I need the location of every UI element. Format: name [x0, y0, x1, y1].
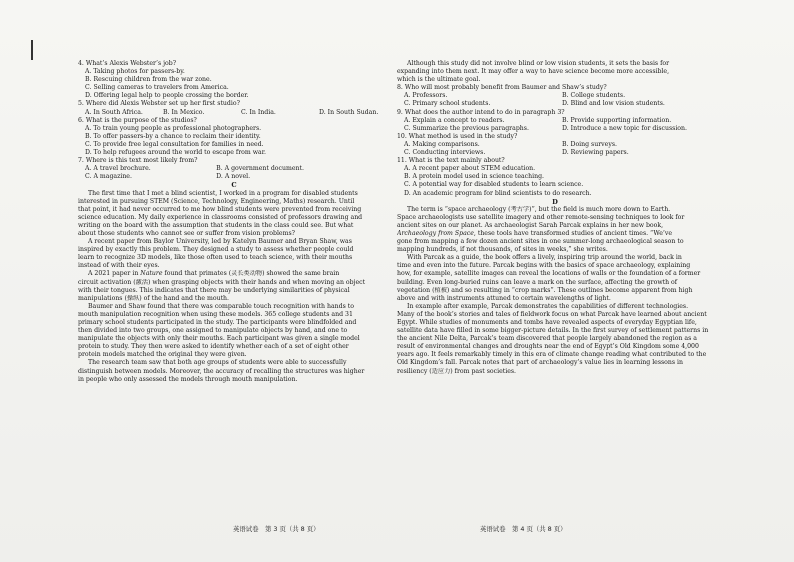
- options-9-ab: [397, 117, 713, 125]
- option-7b: B. A government document.: [216, 165, 304, 173]
- question-7: 7. Where is this text most likely from?: [78, 157, 198, 165]
- passage-line: gone from mapping a few dozen ancient sites in one summer-long archaeological season to: [397, 238, 684, 246]
- options-8-cd: [397, 100, 713, 108]
- passage-line: building. Even long-buried ruins can leave a mark on the surface, affecting the growth of: [397, 278, 678, 286]
- passage-line: [397, 230, 713, 238]
- text-run: found that primates (灵长类动物) showed the same brain: [162, 270, 340, 278]
- left-page-column: [78, 60, 390, 384]
- option-5c: C. In India.: [241, 108, 276, 116]
- passage-line: The first time that I met a blind scientist, I worked in a program for disabled students: [88, 189, 358, 197]
- passage-line: result of environmental changes and droughts near the end of Egypt’s Old Kingdom some 4,000: [397, 343, 699, 351]
- option-8c: C. Primary school students.: [404, 100, 491, 108]
- option-4a: A. Taking photos for passers-by.: [85, 68, 185, 76]
- option-10d: D. Reviewing papers.: [562, 149, 629, 157]
- passage-line: The research team saw that both age groups of students were able to successfully: [88, 359, 347, 367]
- passage-line: distinguish between models. Moreover, the accuracy of recalling the structures was higher: [78, 367, 365, 375]
- option-10a: A. Making comparisons.: [404, 140, 480, 148]
- options-10-cd: [397, 149, 713, 157]
- passage-line: satellite data have filled in some bigger-picture details. In the first survey of settlement patterns in: [397, 327, 709, 335]
- option-11c: C. A potential way for disabled students to learn science.: [404, 181, 584, 189]
- page-footer-left: 英语试卷 第 3 页（共 8 页）: [233, 525, 320, 533]
- question-5: 5. Where did Alexis Webster set up her first studio?: [78, 100, 240, 108]
- option-9c: C. Summarize the previous paragraphs.: [404, 124, 529, 132]
- passage-d-paragraph-1: [397, 206, 713, 255]
- option-9b: B. Provide supporting information.: [562, 116, 672, 124]
- passage-line: [78, 270, 390, 278]
- passage-line: which is the ultimate goal.: [397, 76, 481, 84]
- passage-d-paragraph-2: [397, 254, 713, 303]
- binding-mark: [31, 40, 33, 60]
- passage-line: expanding into them next. It may offer a way to have science become more accessible,: [397, 68, 670, 76]
- journal-name: Nature: [140, 270, 163, 278]
- passage-line: The term is “space archaeology (考古学)”, but the field is much more down to Earth.: [407, 205, 671, 213]
- passage-line: above and with instruments attuned to certain wavelengths of light.: [397, 294, 611, 302]
- option-5d: D. In South Sudan.: [319, 108, 379, 116]
- question-9: 9. What does the author intend to do in paragraph 3?: [397, 108, 565, 116]
- passage-line: writing on the board with the assumption that students in the class could see. But what: [78, 221, 354, 229]
- passage-line: Space archaeologists use satellite imagery and other remote-sensing techniques to look for: [397, 213, 685, 221]
- option-4b: B. Rescuing children from the war zone.: [85, 76, 212, 84]
- option-8a: A. Professors.: [404, 92, 448, 100]
- passage-c-paragraph-2: [78, 238, 390, 270]
- passage-line: manipulations (操纵) of the hand and the mouth.: [78, 294, 230, 302]
- passage-line: protein to study. They then were asked to identify whether each of a set of eight other: [78, 343, 349, 351]
- option-7a: A. A travel brochure.: [85, 165, 151, 173]
- passage-line: resiliency (适应力) from past societies.: [397, 367, 517, 375]
- options-8-ab: [397, 92, 713, 100]
- passage-line: that point, it had never occurred to me how blind students were prevented from receiving: [78, 205, 362, 213]
- passage-line: With Parcak as a guide, the book offers a lively, inspiring trip around the world, back in: [407, 254, 682, 262]
- option-6a: A. To train young people as professional photographers.: [85, 124, 262, 132]
- question-8: 8. Who will most probably benefit from Baumer and Shaw’s study?: [397, 84, 607, 92]
- question-6: 6. What is the purpose of the studios?: [78, 116, 197, 124]
- section-heading-d: D: [552, 197, 558, 206]
- passage-line: time and even into the future. Parcak begins with the basics of space archaeology, explaining: [397, 262, 691, 270]
- option-9d: D. Introduce a new topic for discussion.: [562, 124, 687, 132]
- passage-c-paragraph-6: [397, 60, 713, 84]
- option-4d: D. Offering legal help to people crossing the border.: [85, 92, 249, 100]
- passage-line: Although this study did not involve blind or low vision students, it sets the basis for: [407, 60, 670, 67]
- passage-line: Baumer and Shaw found that there was comparable touch recognition with hands to: [88, 302, 354, 310]
- passage-line: mouth manipulation recognition when using these models. 365 college students and 31: [78, 310, 353, 318]
- passage-c-paragraph-5: [78, 359, 390, 383]
- passage-line: interested in pursuing STEM (Science, Technology, Engineering, Maths) research. Until: [78, 197, 355, 205]
- passage-c-paragraph-4: [78, 303, 390, 360]
- passage-line: A recent paper from Baylor University, led by Katelyn Baumer and Bryan Shaw, was: [88, 238, 352, 246]
- passage-c-paragraph-1: [78, 190, 390, 239]
- question-4: 4. What’s Alexis Webster’s job?: [78, 60, 177, 67]
- option-10b: B. Doing surveys.: [562, 140, 617, 148]
- option-11d: D. An academic program for blind scientists to do research.: [404, 189, 592, 197]
- options-5: [78, 109, 390, 117]
- passage-line: Egypt. While studies of monuments and tombs have revealed aspects of everyday Egyptian life,: [397, 319, 697, 326]
- passage-line: Many of the book’s stories and tales of fieldwork focus on what Parcak have learned about ancient: [397, 310, 707, 318]
- option-11a: A. A recent paper about STEM education.: [404, 165, 536, 173]
- passage-line: Old Kingdom’s fall. Parcak notes that part of archaeology’s value lies in learning lessons in: [397, 359, 684, 367]
- passage-line: ancient sites on our planet. As archaeologist Sarah Parcak explains in her new book,: [397, 221, 664, 229]
- passage-line: vegetation (植被) and so resulting in “crop marks”. These outlines become apparent from high: [397, 286, 693, 294]
- question-10: 10. What method is used in the study?: [397, 132, 518, 140]
- option-7d: D. A novel.: [216, 173, 251, 181]
- text-run: , these tools have transformed studies of ancient times. “We’ve: [473, 229, 673, 237]
- option-5a: A. In South Africa.: [85, 108, 143, 116]
- passage-line: circuit activation (激活) when grasping objects with their hands and when moving an object: [78, 278, 366, 286]
- question-11: 11. What is the text mainly about?: [397, 157, 505, 165]
- passage-line: with their tongues. This indicates that there may be underlying similarities of physical: [78, 286, 350, 294]
- option-11b: B. A protein model used in science teaching.: [404, 173, 545, 181]
- section-heading-c: C: [231, 181, 237, 190]
- book-title: Archaeology from Space: [397, 229, 474, 237]
- page-footer-right: 英语试卷 第 4 页（共 8 页）: [480, 525, 567, 533]
- option-8d: D. Blind and low vision students.: [562, 100, 665, 108]
- passage-line: protein models matched the original they were given.: [78, 351, 247, 359]
- option-4c: C. Selling cameras to travelers from America.: [85, 84, 229, 92]
- passage-line: learn to recognize 3D models, like those often used to teach science, with their mouths: [78, 254, 353, 262]
- options-10-ab: [397, 141, 713, 149]
- passage-line: primary school students participated in the study. The participants were blindfolded and: [78, 319, 357, 326]
- option-9a: A. Explain a concept to readers.: [404, 116, 505, 124]
- option-7c: C. A magazine.: [85, 173, 132, 181]
- passage-line: In example after example, Parcak demonstrates the capabilities of different technologies.: [407, 302, 689, 310]
- passage-line: about those students who cannot see or suffer from vision problems?: [78, 229, 295, 237]
- option-6b: B. To offer passers-by a chance to reclaim their identity.: [85, 132, 261, 140]
- options-7-ab: [78, 165, 390, 173]
- option-5b: B. In Mexico.: [163, 108, 205, 116]
- right-page-column: [397, 60, 713, 376]
- option-8b: B. College students.: [562, 92, 626, 100]
- option-6d: D. To help refugees around the world to escape from war.: [85, 149, 266, 157]
- passage-line: inspired by exactly this problem. They designed a study to assess whether people could: [78, 246, 354, 254]
- passage-c-paragraph-3: [78, 270, 390, 302]
- passage-d-paragraph-3: [397, 303, 713, 376]
- text-run: A 2021 paper in: [88, 270, 141, 278]
- passage-line: mapping hundreds, if not thousands, of sites in weeks,” she writes.: [397, 246, 608, 254]
- passage-line: how, for example, satellite images can reveal the locations of walls or the foundation of a former: [397, 270, 701, 278]
- passage-line: the ancient Nile Delta, Parcak’s team discovered that people largely abandoned the region as a: [397, 335, 697, 343]
- passage-line: instead of with their eyes.: [78, 262, 160, 270]
- options-9-cd: [397, 125, 713, 133]
- option-6c: C. To provide free legal consultation for families in need.: [85, 140, 264, 148]
- passage-line: in people who only assessed the models through mouth manipulation.: [78, 375, 298, 383]
- passage-line: manipulate the objects with only their mouths. Each participant was given a single model: [78, 335, 360, 343]
- passage-line: then divided into two groups, one assigned to manipulate objects by hand, and one to: [78, 327, 348, 335]
- passage-line: years ago. It feels remarkably timely in this era of climate change reading what contributed to the: [397, 351, 707, 359]
- option-10c: C. Conducting interviews.: [404, 149, 486, 157]
- options-7-cd: [78, 173, 390, 181]
- passage-line: science education. My daily experience in classrooms consisted of professors drawing and: [78, 213, 363, 221]
